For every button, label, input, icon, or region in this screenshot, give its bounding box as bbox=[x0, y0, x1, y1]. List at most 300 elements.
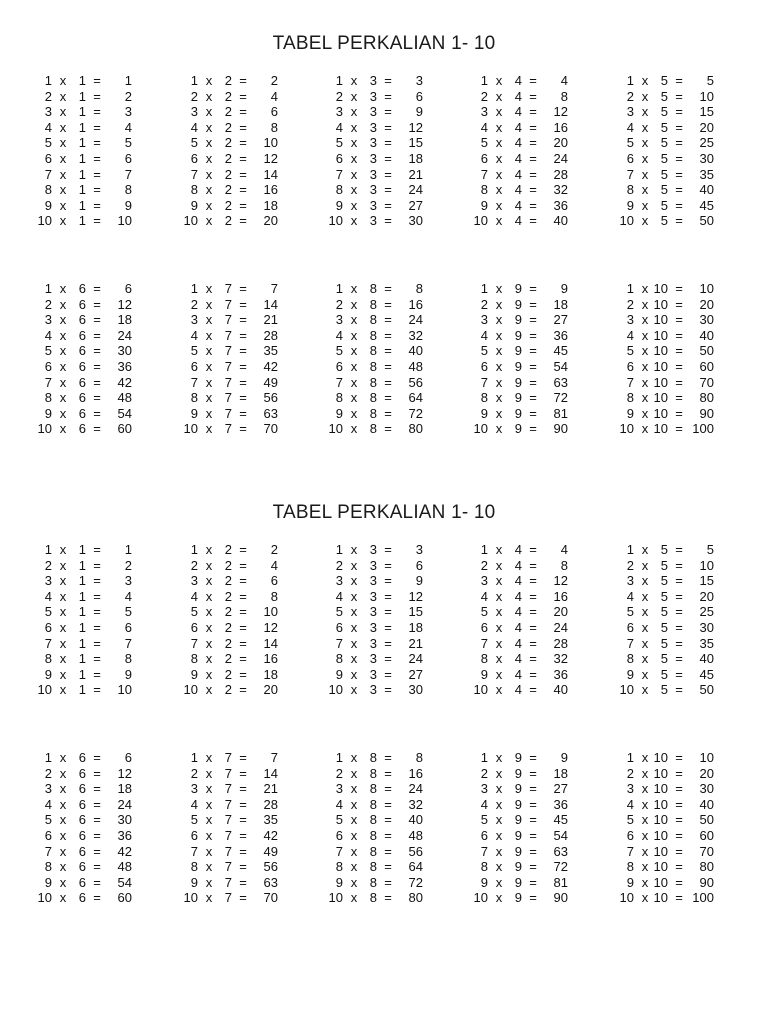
equals-sign: = bbox=[529, 604, 537, 620]
equals-sign: = bbox=[93, 651, 101, 667]
multiplier: 6 bbox=[626, 150, 634, 166]
table-row bbox=[36, 120, 156, 136]
multiplicand: 3 bbox=[369, 542, 377, 557]
table-row bbox=[472, 406, 592, 422]
multiplier: 8 bbox=[335, 390, 343, 406]
equals-sign: = bbox=[93, 390, 101, 406]
multiplier: 3 bbox=[335, 104, 343, 120]
times-sign: x bbox=[641, 635, 649, 651]
table-row bbox=[618, 312, 738, 328]
product: 4 bbox=[560, 542, 568, 557]
multiplier: 4 bbox=[626, 327, 634, 343]
multiplicand: 7 bbox=[224, 874, 232, 890]
table-row bbox=[618, 542, 738, 558]
multiplier: 3 bbox=[480, 573, 488, 589]
equals-sign: = bbox=[239, 213, 247, 229]
times-sign: x bbox=[641, 374, 649, 390]
times-sign: x bbox=[641, 343, 649, 359]
multiplier: 7 bbox=[44, 374, 52, 390]
equals-sign: = bbox=[239, 812, 247, 828]
table-row bbox=[182, 573, 302, 589]
multiplicand: 2 bbox=[224, 619, 232, 635]
multiplicand: 3 bbox=[369, 666, 377, 682]
equals-sign: = bbox=[239, 588, 247, 604]
table-row bbox=[327, 636, 447, 652]
product: 80 bbox=[408, 890, 423, 906]
equals-sign: = bbox=[384, 874, 392, 890]
times-sign: x bbox=[59, 750, 67, 765]
equals-sign: = bbox=[384, 104, 392, 120]
table-row bbox=[182, 312, 302, 328]
multiplier: 3 bbox=[44, 104, 52, 120]
equals-sign: = bbox=[675, 859, 683, 875]
multiplicand: 10 bbox=[653, 343, 668, 359]
multiplicand: 10 bbox=[653, 405, 668, 421]
multiplicand: 9 bbox=[514, 874, 522, 890]
multiplier: 6 bbox=[335, 150, 343, 166]
times-sign: x bbox=[495, 119, 503, 135]
multiplier: 1 bbox=[626, 542, 634, 557]
times-sign: x bbox=[495, 327, 503, 343]
equals-sign: = bbox=[93, 281, 101, 296]
equals-sign: = bbox=[675, 358, 683, 374]
multiplier: 7 bbox=[190, 635, 198, 651]
table-row bbox=[182, 198, 302, 214]
table-row bbox=[618, 651, 738, 667]
multiplicand: 1 bbox=[78, 150, 86, 166]
times-sign: x bbox=[495, 281, 503, 296]
multiplier: 4 bbox=[335, 796, 343, 812]
equals-sign: = bbox=[239, 343, 247, 359]
multiplier: 1 bbox=[44, 750, 52, 765]
multiplicand: 8 bbox=[369, 296, 377, 312]
product: 30 bbox=[408, 682, 423, 698]
multiplicand: 2 bbox=[224, 542, 232, 557]
table-row bbox=[472, 875, 592, 891]
times-sign: x bbox=[350, 765, 358, 781]
multiplicand: 9 bbox=[514, 390, 522, 406]
product: 14 bbox=[263, 296, 278, 312]
times-sign: x bbox=[205, 765, 213, 781]
table-row bbox=[36, 812, 156, 828]
table-row bbox=[618, 343, 738, 359]
multiplier: 10 bbox=[183, 682, 198, 698]
table-row bbox=[472, 343, 592, 359]
times-table-6 bbox=[36, 281, 156, 437]
multiplier: 4 bbox=[626, 588, 634, 604]
table-row bbox=[182, 875, 302, 891]
multiplicand: 8 bbox=[369, 843, 377, 859]
product: 40 bbox=[699, 651, 714, 667]
multiplier: 10 bbox=[328, 682, 343, 698]
product: 35 bbox=[699, 635, 714, 651]
table-row bbox=[327, 859, 447, 875]
multiplicand: 1 bbox=[78, 604, 86, 620]
multiplier: 2 bbox=[626, 296, 634, 312]
equals-sign: = bbox=[93, 666, 101, 682]
product: 48 bbox=[117, 859, 132, 875]
equals-sign: = bbox=[675, 827, 683, 843]
multiplier: 10 bbox=[473, 421, 488, 437]
table-row bbox=[36, 421, 156, 437]
times-sign: x bbox=[59, 765, 67, 781]
product: 63 bbox=[553, 374, 568, 390]
product: 24 bbox=[553, 150, 568, 166]
table-row bbox=[36, 875, 156, 891]
times-sign: x bbox=[205, 651, 213, 667]
product: 8 bbox=[415, 281, 423, 296]
times-sign: x bbox=[350, 390, 358, 406]
product: 20 bbox=[263, 213, 278, 229]
multiplicand: 8 bbox=[369, 890, 377, 906]
equals-sign: = bbox=[93, 343, 101, 359]
multiplicand: 7 bbox=[224, 390, 232, 406]
table-row bbox=[472, 297, 592, 313]
product: 6 bbox=[270, 104, 278, 120]
multiplicand: 9 bbox=[514, 281, 522, 296]
product: 63 bbox=[263, 405, 278, 421]
multiplicand: 10 bbox=[653, 374, 668, 390]
times-sign: x bbox=[350, 296, 358, 312]
multiplier: 5 bbox=[335, 135, 343, 151]
table-row bbox=[472, 151, 592, 167]
table-row bbox=[327, 297, 447, 313]
multiplier: 6 bbox=[44, 619, 52, 635]
multiplier: 4 bbox=[335, 588, 343, 604]
multiplicand: 2 bbox=[224, 573, 232, 589]
equals-sign: = bbox=[529, 682, 537, 698]
multiplier: 9 bbox=[480, 666, 488, 682]
multiplier: 8 bbox=[626, 651, 634, 667]
equals-sign: = bbox=[384, 327, 392, 343]
times-sign: x bbox=[59, 119, 67, 135]
equals-sign: = bbox=[239, 573, 247, 589]
product: 6 bbox=[415, 557, 423, 573]
times-sign: x bbox=[350, 197, 358, 213]
multiplicand: 9 bbox=[514, 796, 522, 812]
equals-sign: = bbox=[529, 358, 537, 374]
multiplicand: 8 bbox=[369, 796, 377, 812]
equals-sign: = bbox=[384, 166, 392, 182]
multiplicand: 3 bbox=[369, 104, 377, 120]
times-sign: x bbox=[641, 812, 649, 828]
product: 12 bbox=[263, 150, 278, 166]
product: 30 bbox=[699, 619, 714, 635]
equals-sign: = bbox=[675, 390, 683, 406]
multiplier: 4 bbox=[190, 119, 198, 135]
multiplicand: 1 bbox=[78, 197, 86, 213]
table-row bbox=[472, 667, 592, 683]
table-row bbox=[472, 135, 592, 151]
equals-sign: = bbox=[675, 281, 683, 296]
multiplier: 9 bbox=[44, 666, 52, 682]
table-row bbox=[618, 73, 738, 89]
product: 28 bbox=[553, 635, 568, 651]
times-sign: x bbox=[59, 781, 67, 797]
table-row bbox=[182, 812, 302, 828]
equals-sign: = bbox=[384, 296, 392, 312]
table-row bbox=[327, 312, 447, 328]
product: 20 bbox=[699, 296, 714, 312]
multiplier: 2 bbox=[190, 296, 198, 312]
multiplicand: 4 bbox=[514, 604, 522, 620]
product: 72 bbox=[408, 405, 423, 421]
table-row bbox=[182, 781, 302, 797]
times-sign: x bbox=[205, 73, 213, 88]
equals-sign: = bbox=[675, 812, 683, 828]
product: 7 bbox=[270, 281, 278, 296]
table-row bbox=[36, 651, 156, 667]
equals-sign: = bbox=[529, 859, 537, 875]
table-row bbox=[36, 73, 156, 89]
times-sign: x bbox=[495, 682, 503, 698]
product: 80 bbox=[408, 421, 423, 437]
equals-sign: = bbox=[239, 374, 247, 390]
equals-sign: = bbox=[529, 666, 537, 682]
table-row bbox=[618, 421, 738, 437]
table-row bbox=[472, 359, 592, 375]
multiplier: 10 bbox=[37, 890, 52, 906]
table-row bbox=[618, 750, 738, 766]
product: 18 bbox=[263, 666, 278, 682]
multiplicand: 5 bbox=[660, 666, 668, 682]
multiplicand: 10 bbox=[653, 859, 668, 875]
product: 4 bbox=[270, 88, 278, 104]
product: 12 bbox=[408, 588, 423, 604]
table-row bbox=[618, 890, 738, 906]
table-row bbox=[182, 120, 302, 136]
equals-sign: = bbox=[384, 197, 392, 213]
times-sign: x bbox=[641, 588, 649, 604]
multiplier: 6 bbox=[480, 150, 488, 166]
multiplicand: 10 bbox=[653, 781, 668, 797]
times-sign: x bbox=[205, 150, 213, 166]
multiplicand: 9 bbox=[514, 827, 522, 843]
equals-sign: = bbox=[93, 405, 101, 421]
times-sign: x bbox=[59, 182, 67, 198]
product: 42 bbox=[117, 374, 132, 390]
product: 12 bbox=[117, 296, 132, 312]
equals-sign: = bbox=[675, 635, 683, 651]
product: 45 bbox=[699, 666, 714, 682]
product: 15 bbox=[408, 604, 423, 620]
multiplier: 2 bbox=[44, 557, 52, 573]
times-sign: x bbox=[350, 666, 358, 682]
times-sign: x bbox=[495, 88, 503, 104]
multiplicand: 3 bbox=[369, 88, 377, 104]
product: 45 bbox=[553, 812, 568, 828]
table-row bbox=[36, 406, 156, 422]
times-sign: x bbox=[495, 781, 503, 797]
equals-sign: = bbox=[93, 358, 101, 374]
product: 7 bbox=[124, 635, 132, 651]
table-row bbox=[182, 281, 302, 297]
multiplicand: 1 bbox=[78, 88, 86, 104]
product: 27 bbox=[553, 312, 568, 328]
multiplier: 8 bbox=[480, 182, 488, 198]
equals-sign: = bbox=[384, 421, 392, 437]
table-row bbox=[327, 573, 447, 589]
table-row bbox=[472, 542, 592, 558]
multiplicand: 1 bbox=[78, 651, 86, 667]
multiplicand: 4 bbox=[514, 197, 522, 213]
multiplier: 4 bbox=[44, 588, 52, 604]
table-row bbox=[36, 375, 156, 391]
multiplier: 3 bbox=[190, 312, 198, 328]
product: 12 bbox=[263, 619, 278, 635]
product: 72 bbox=[553, 390, 568, 406]
times-sign: x bbox=[641, 682, 649, 698]
multiplicand: 7 bbox=[224, 281, 232, 296]
equals-sign: = bbox=[239, 859, 247, 875]
table-row bbox=[618, 182, 738, 198]
multiplicand: 4 bbox=[514, 73, 522, 88]
product: 5 bbox=[124, 135, 132, 151]
table-row bbox=[472, 604, 592, 620]
equals-sign: = bbox=[675, 619, 683, 635]
multiplicand: 8 bbox=[369, 343, 377, 359]
table-row bbox=[472, 167, 592, 183]
product: 49 bbox=[263, 843, 278, 859]
equals-sign: = bbox=[93, 88, 101, 104]
multiplier: 3 bbox=[626, 573, 634, 589]
equals-sign: = bbox=[675, 765, 683, 781]
table-row bbox=[327, 281, 447, 297]
multiplicand: 7 bbox=[224, 843, 232, 859]
product: 72 bbox=[408, 874, 423, 890]
equals-sign: = bbox=[239, 651, 247, 667]
multiplier: 5 bbox=[190, 812, 198, 828]
multiplicand: 5 bbox=[660, 182, 668, 198]
times-sign: x bbox=[350, 405, 358, 421]
equals-sign: = bbox=[529, 296, 537, 312]
times-sign: x bbox=[495, 843, 503, 859]
equals-sign: = bbox=[529, 542, 537, 557]
times-sign: x bbox=[641, 312, 649, 328]
equals-sign: = bbox=[529, 765, 537, 781]
times-sign: x bbox=[205, 327, 213, 343]
multiplicand: 4 bbox=[514, 119, 522, 135]
table-row bbox=[327, 890, 447, 906]
multiplier: 2 bbox=[44, 765, 52, 781]
multiplicand: 10 bbox=[653, 796, 668, 812]
table-row bbox=[618, 328, 738, 344]
multiplier: 1 bbox=[480, 542, 488, 557]
times-sign: x bbox=[641, 874, 649, 890]
table-row bbox=[327, 120, 447, 136]
multiplier: 8 bbox=[335, 651, 343, 667]
product: 20 bbox=[553, 135, 568, 151]
multiplier: 2 bbox=[44, 296, 52, 312]
multiplicand: 2 bbox=[224, 135, 232, 151]
times-sign: x bbox=[495, 827, 503, 843]
equals-sign: = bbox=[93, 765, 101, 781]
product: 56 bbox=[408, 843, 423, 859]
table-row bbox=[618, 375, 738, 391]
table-row bbox=[327, 750, 447, 766]
multiplicand: 8 bbox=[369, 390, 377, 406]
equals-sign: = bbox=[529, 588, 537, 604]
times-sign: x bbox=[641, 73, 649, 88]
times-sign: x bbox=[205, 104, 213, 120]
equals-sign: = bbox=[675, 781, 683, 797]
table-row bbox=[618, 151, 738, 167]
times-table-2 bbox=[182, 73, 302, 229]
product: 42 bbox=[263, 358, 278, 374]
multiplicand: 7 bbox=[224, 890, 232, 906]
equals-sign: = bbox=[93, 374, 101, 390]
product: 5 bbox=[124, 604, 132, 620]
multiplier: 5 bbox=[190, 343, 198, 359]
multiplier: 1 bbox=[44, 281, 52, 296]
multiplier: 2 bbox=[335, 296, 343, 312]
times-table-3 bbox=[327, 73, 447, 229]
multiplier: 6 bbox=[480, 619, 488, 635]
multiplicand: 6 bbox=[78, 765, 86, 781]
product: 10 bbox=[699, 88, 714, 104]
product: 18 bbox=[553, 296, 568, 312]
equals-sign: = bbox=[529, 750, 537, 765]
equals-sign: = bbox=[675, 374, 683, 390]
product: 8 bbox=[124, 651, 132, 667]
product: 50 bbox=[699, 343, 714, 359]
product: 42 bbox=[117, 843, 132, 859]
multiplier: 7 bbox=[190, 166, 198, 182]
times-sign: x bbox=[350, 213, 358, 229]
multiplier: 2 bbox=[335, 557, 343, 573]
multiplier: 7 bbox=[480, 374, 488, 390]
multiplier: 10 bbox=[37, 682, 52, 698]
multiplicand: 4 bbox=[514, 542, 522, 557]
multiplier: 8 bbox=[480, 859, 488, 875]
table-row bbox=[36, 844, 156, 860]
times-sign: x bbox=[495, 312, 503, 328]
table-row bbox=[618, 297, 738, 313]
times-sign: x bbox=[59, 88, 67, 104]
times-table-4 bbox=[472, 542, 592, 698]
equals-sign: = bbox=[384, 213, 392, 229]
table-row bbox=[472, 573, 592, 589]
times-sign: x bbox=[59, 557, 67, 573]
equals-sign: = bbox=[239, 635, 247, 651]
multiplicand: 4 bbox=[514, 557, 522, 573]
table-row bbox=[327, 604, 447, 620]
equals-sign: = bbox=[529, 781, 537, 797]
equals-sign: = bbox=[239, 542, 247, 557]
multiplicand: 8 bbox=[369, 281, 377, 296]
multiplicand: 4 bbox=[514, 619, 522, 635]
table-row bbox=[36, 135, 156, 151]
product: 16 bbox=[553, 119, 568, 135]
multiplier: 10 bbox=[37, 421, 52, 437]
times-sign: x bbox=[495, 651, 503, 667]
multiplicand: 7 bbox=[224, 827, 232, 843]
product: 2 bbox=[124, 557, 132, 573]
times-sign: x bbox=[350, 588, 358, 604]
product: 9 bbox=[560, 281, 568, 296]
product: 100 bbox=[692, 421, 714, 437]
product: 90 bbox=[553, 421, 568, 437]
multiplier: 9 bbox=[335, 405, 343, 421]
multiplier: 6 bbox=[335, 358, 343, 374]
times-sign: x bbox=[495, 358, 503, 374]
times-sign: x bbox=[641, 166, 649, 182]
multiplicand: 9 bbox=[514, 327, 522, 343]
times-sign: x bbox=[59, 812, 67, 828]
product: 90 bbox=[553, 890, 568, 906]
multiplier: 5 bbox=[480, 343, 488, 359]
table-row bbox=[327, 781, 447, 797]
